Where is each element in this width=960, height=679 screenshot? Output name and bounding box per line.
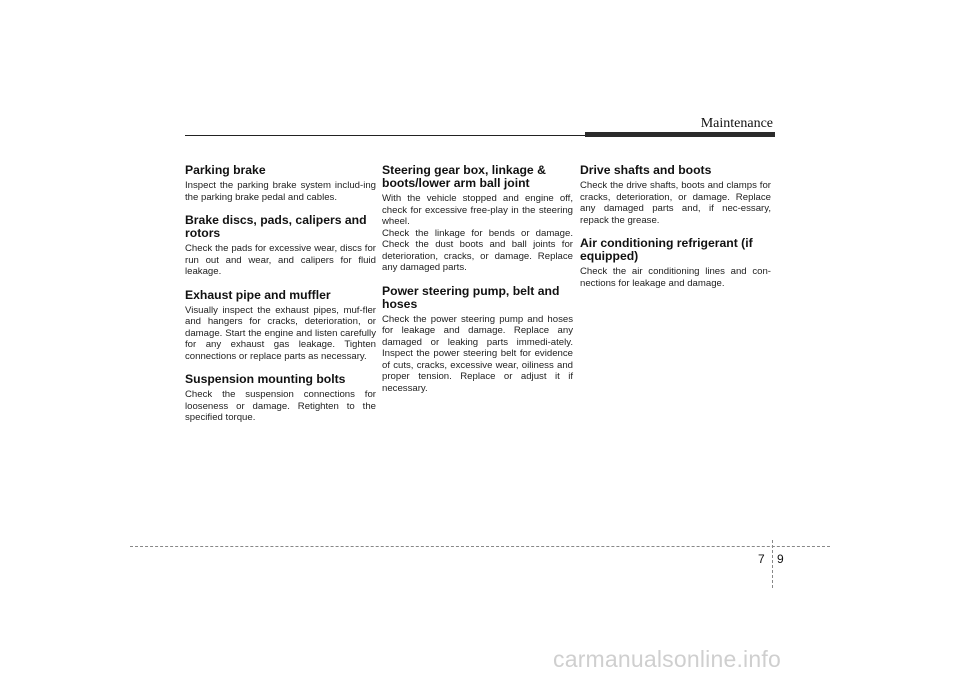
watermark: carmanualsonline.info (553, 646, 781, 672)
section-heading: Brake discs, pads, calipers and rotors (185, 213, 367, 240)
section-air-conditioning (580, 237, 771, 289)
section-body: Visually inspect the exhaust pipes, muf-fler and hangers for cracks, deterioration, or damage. Start the engine and listen carefully for any exhaust gas leakage. Tighten connections or replace parts as necessary. (185, 304, 376, 362)
column-right (580, 164, 771, 300)
section-heading: Steering gear box, linkage & boots/lower arm ball joint (382, 163, 546, 190)
chapter-number: 7 (758, 552, 765, 566)
section-exhaust (185, 289, 376, 363)
header-rule-accent (585, 132, 775, 137)
section-body: Check the drive shafts, boots and clamps for cracks, deterioration, or damage. Replace any damaged parts and, if nec-essary, repack the grease. (580, 180, 771, 226)
section-body: With the vehicle stopped and engine off, check for excessive free-play in the steering wheel. (382, 193, 573, 227)
page-number: 9 (777, 552, 784, 566)
section-body: Inspect the parking brake system includ-ing the parking brake pedal and cables. (185, 180, 376, 203)
column-left (185, 164, 376, 435)
footer-rule (130, 546, 830, 547)
section-body: Check the air conditioning lines and con-nections for leakage and damage. (580, 266, 771, 289)
section-power-steering (382, 285, 573, 395)
section-heading: Parking brake (185, 163, 266, 177)
section-drive-shafts (580, 164, 771, 226)
section-heading: Air conditioning refrigerant (if equipped) (580, 236, 753, 263)
section-body: Check the suspension connections for looseness or damage. Retighten to the specified torque. (185, 389, 376, 423)
page-divider (772, 540, 773, 588)
section-steering-gear (382, 164, 573, 274)
section-heading: Power steering pump, belt and hoses (382, 283, 560, 311)
header-rule (185, 135, 585, 136)
section-heading: Drive shafts and boots (580, 163, 712, 177)
section-heading: Suspension mounting bolts (185, 372, 346, 386)
section-suspension (185, 373, 376, 424)
column-middle (382, 164, 573, 405)
section-brake-discs (185, 214, 376, 278)
page-header-title: Maintenance (700, 116, 773, 131)
section-body: Check the power steering pump and hoses for leakage and damage. Replace any damaged or leaking parts immedi-ately. Inspect the power steering belt for evidence of cuts, cracks, excessive wear, oiliness and proper tension. Replace or adjust it if necessary. (382, 313, 573, 394)
section-body: Check the pads for excessive wear, discs for run out and wear, and calipers for fluid leakage. (185, 243, 376, 277)
section-body: Check the linkage for bends or damage. Check the dust boots and ball joints for deterioration, cracks, or damage. Replace any damaged parts. (382, 227, 573, 273)
section-parking-brake (185, 164, 376, 203)
section-heading: Exhaust pipe and muffler (185, 287, 331, 302)
